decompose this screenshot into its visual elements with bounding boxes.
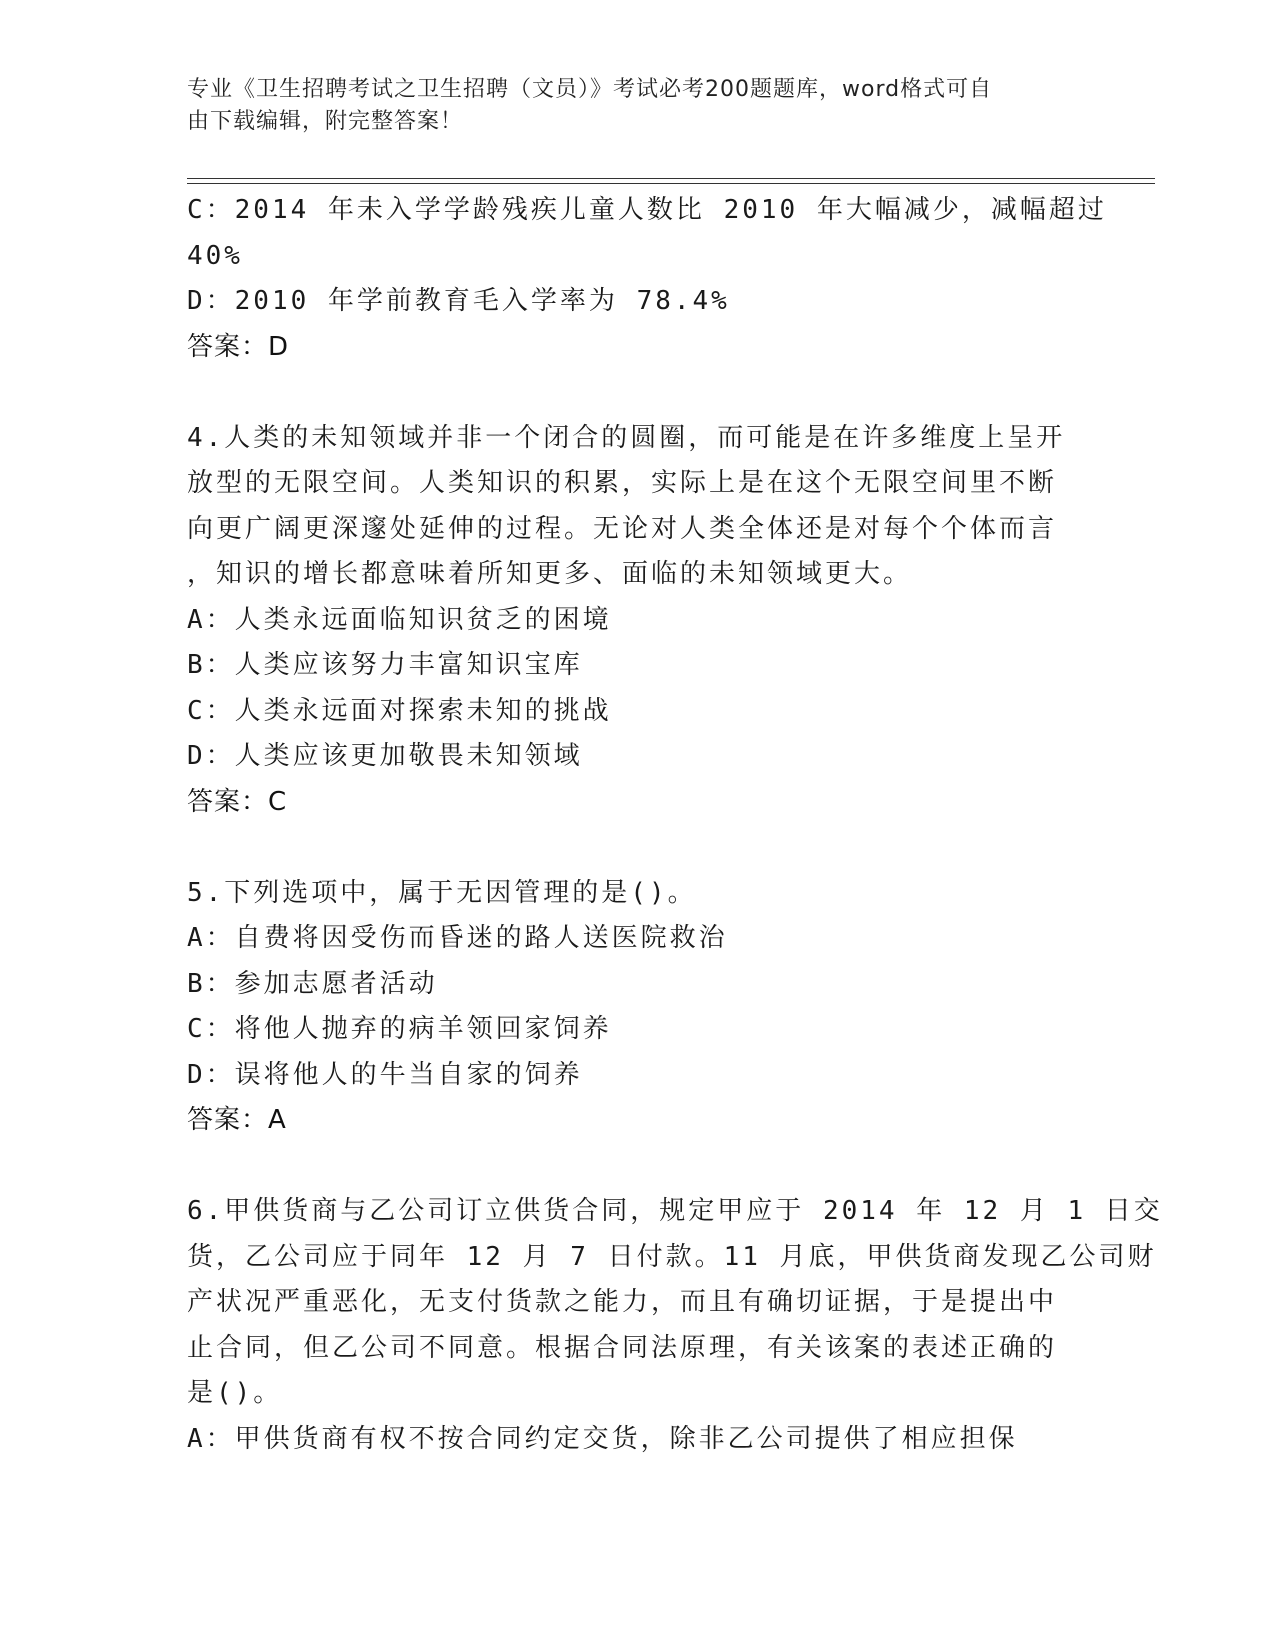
q3-option-c-line-2: 40% bbox=[187, 240, 243, 271]
q5-option-a: A：自费将因受伤而昏迷的路人送医院救治 bbox=[187, 923, 728, 953]
q4-stem-line: 放型的无限空间。人类知识的积累，实际上是在这个无限空间里不断 bbox=[187, 468, 1058, 498]
q5-stem: 5.下列选项中，属于无因管理的是()。 bbox=[187, 877, 697, 908]
q3-option-c-line-1: C：2014 年未入学学龄残疾儿童人数比 2010 年大幅减少，减幅超过 bbox=[187, 195, 1107, 225]
document-body bbox=[187, 188, 1163, 1462]
q5-option-c: C：将他人抛弃的病羊领回家饲养 bbox=[187, 1014, 612, 1044]
spacer bbox=[187, 1144, 1087, 1190]
header-divider-top bbox=[187, 178, 1155, 179]
q4-stem-line: ，知识的增长都意味着所知更多、面临的未知领域更大。 bbox=[187, 559, 913, 589]
q6-stem-line: 6.甲供货商与乙公司订立供货合同，规定甲应于 2014 年 12 月 1 日交 bbox=[187, 1196, 1163, 1226]
q5-option-b: B：参加志愿者活动 bbox=[187, 968, 438, 999]
header-line-2: 由下载编辑，附完整答案！ bbox=[187, 109, 464, 134]
q4-option-b: B：人类应该努力丰富知识宝库 bbox=[187, 650, 583, 680]
document-header bbox=[187, 74, 1067, 138]
header-line-1: 专业《卫生招聘考试之卫生招聘（文员）》考试必考200题题库，word格式可自 bbox=[187, 77, 993, 102]
q4-stem-line: 4.人类的未知领域并非一个闭合的圆圈，而可能是在许多维度上呈开 bbox=[187, 422, 1066, 453]
q4-stem-line: 向更广阔更深邃处延伸的过程。无论对人类全体还是对每个个体而言 bbox=[187, 513, 1058, 544]
spacer bbox=[187, 370, 1087, 416]
header-divider-bottom bbox=[187, 183, 1155, 184]
q4-option-c: C：人类永远面对探索未知的挑战 bbox=[187, 695, 612, 726]
q4-answer: 答案：C bbox=[187, 786, 288, 817]
q5-answer: 答案：A bbox=[187, 1105, 287, 1135]
question-6 bbox=[187, 1189, 1163, 1462]
q6-stem-line: 是()。 bbox=[187, 1378, 283, 1408]
q3-option-d: D：2010 年学前教育毛入学率为 78.4% bbox=[187, 286, 730, 316]
question-5 bbox=[187, 871, 1087, 1144]
question-4 bbox=[187, 416, 1087, 826]
q6-option-a: A：甲供货商有权不按合同约定交货，除非乙公司提供了相应担保 bbox=[187, 1423, 1018, 1454]
q3-answer: 答案：D bbox=[187, 331, 290, 362]
question-3-continued bbox=[187, 188, 1107, 370]
q4-option-a: A：人类永远面临知识贫乏的困境 bbox=[187, 604, 612, 635]
q4-option-d: D：人类应该更加敬畏未知领域 bbox=[187, 741, 583, 771]
spacer bbox=[187, 825, 1087, 871]
q6-stem-line: 止合同，但乙公司不同意。根据合同法原理，有关该案的表述正确的 bbox=[187, 1332, 1058, 1363]
q6-stem-line: 货，乙公司应于同年 12 月 7 日付款。11 月底，甲供货商发现乙公司财 bbox=[187, 1241, 1157, 1272]
q5-option-d: D：误将他人的牛当自家的饲养 bbox=[187, 1059, 583, 1090]
q6-stem-line: 产状况严重恶化，无支付货款之能力，而且有确切证据，于是提出中 bbox=[187, 1287, 1058, 1317]
